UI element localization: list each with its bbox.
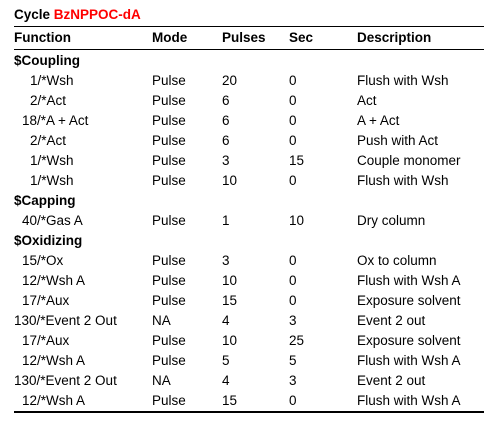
table-title	[14, 5, 141, 25]
header-description: Description	[357, 30, 432, 45]
column-header-row	[14, 28, 484, 47]
section-heading-capping: $Capping	[14, 193, 76, 208]
table-row: 18/*A + Act Pulse 6 0 A + Act	[22, 113, 400, 128]
table-row: 12/*Wsh A Pulse 10 0 Flush with Wsh A	[22, 273, 461, 288]
table-row: 15/*Ox Pulse 3 0 Ox to column	[22, 253, 437, 268]
table-bottom-rule	[14, 411, 484, 413]
header-function: Function	[14, 30, 71, 45]
section-heading-oxidizing: $Oxidizing	[14, 233, 83, 248]
table-row: 12/*Wsh A Pulse 5 5 Flush with Wsh A	[22, 353, 461, 368]
table-row: 1/*Wsh Pulse 20 0 Flush with Wsh	[30, 73, 449, 88]
table-row: 17/*Aux Pulse 15 0 Exposure solvent	[22, 293, 461, 308]
section-heading-coupling: $Coupling	[14, 53, 80, 68]
table-row: 130/*Event 2 Out NA 4 3 Event 2 out	[14, 373, 426, 388]
title-divider	[14, 26, 484, 27]
table-row: 12/*Wsh A Pulse 15 0 Flush with Wsh A	[22, 393, 461, 408]
table-row: 17/*Aux Pulse 10 25 Exposure solvent	[22, 333, 461, 348]
title-prefix: Cycle	[14, 7, 51, 22]
table-row: 2/*Act Pulse 6 0 Push with Act	[30, 133, 439, 148]
table-row: 130/*Event 2 Out NA 4 3 Event 2 out	[14, 313, 426, 328]
header-mode: Mode	[152, 30, 188, 45]
table-row: 1/*Wsh Pulse 3 15 Couple monomer	[30, 153, 461, 168]
table-row: 40/*Gas A Pulse 1 10 Dry column	[22, 213, 426, 228]
cycle-name: BzNPPOC-dA	[53, 7, 141, 22]
header-sec: Sec	[289, 30, 314, 45]
table-row: 1/*Wsh Pulse 10 0 Flush with Wsh	[30, 173, 449, 188]
table-row: 2/*Act Pulse 6 0 Act	[30, 93, 377, 108]
header-pulses: Pulses	[222, 30, 266, 45]
header-divider	[14, 49, 484, 50]
